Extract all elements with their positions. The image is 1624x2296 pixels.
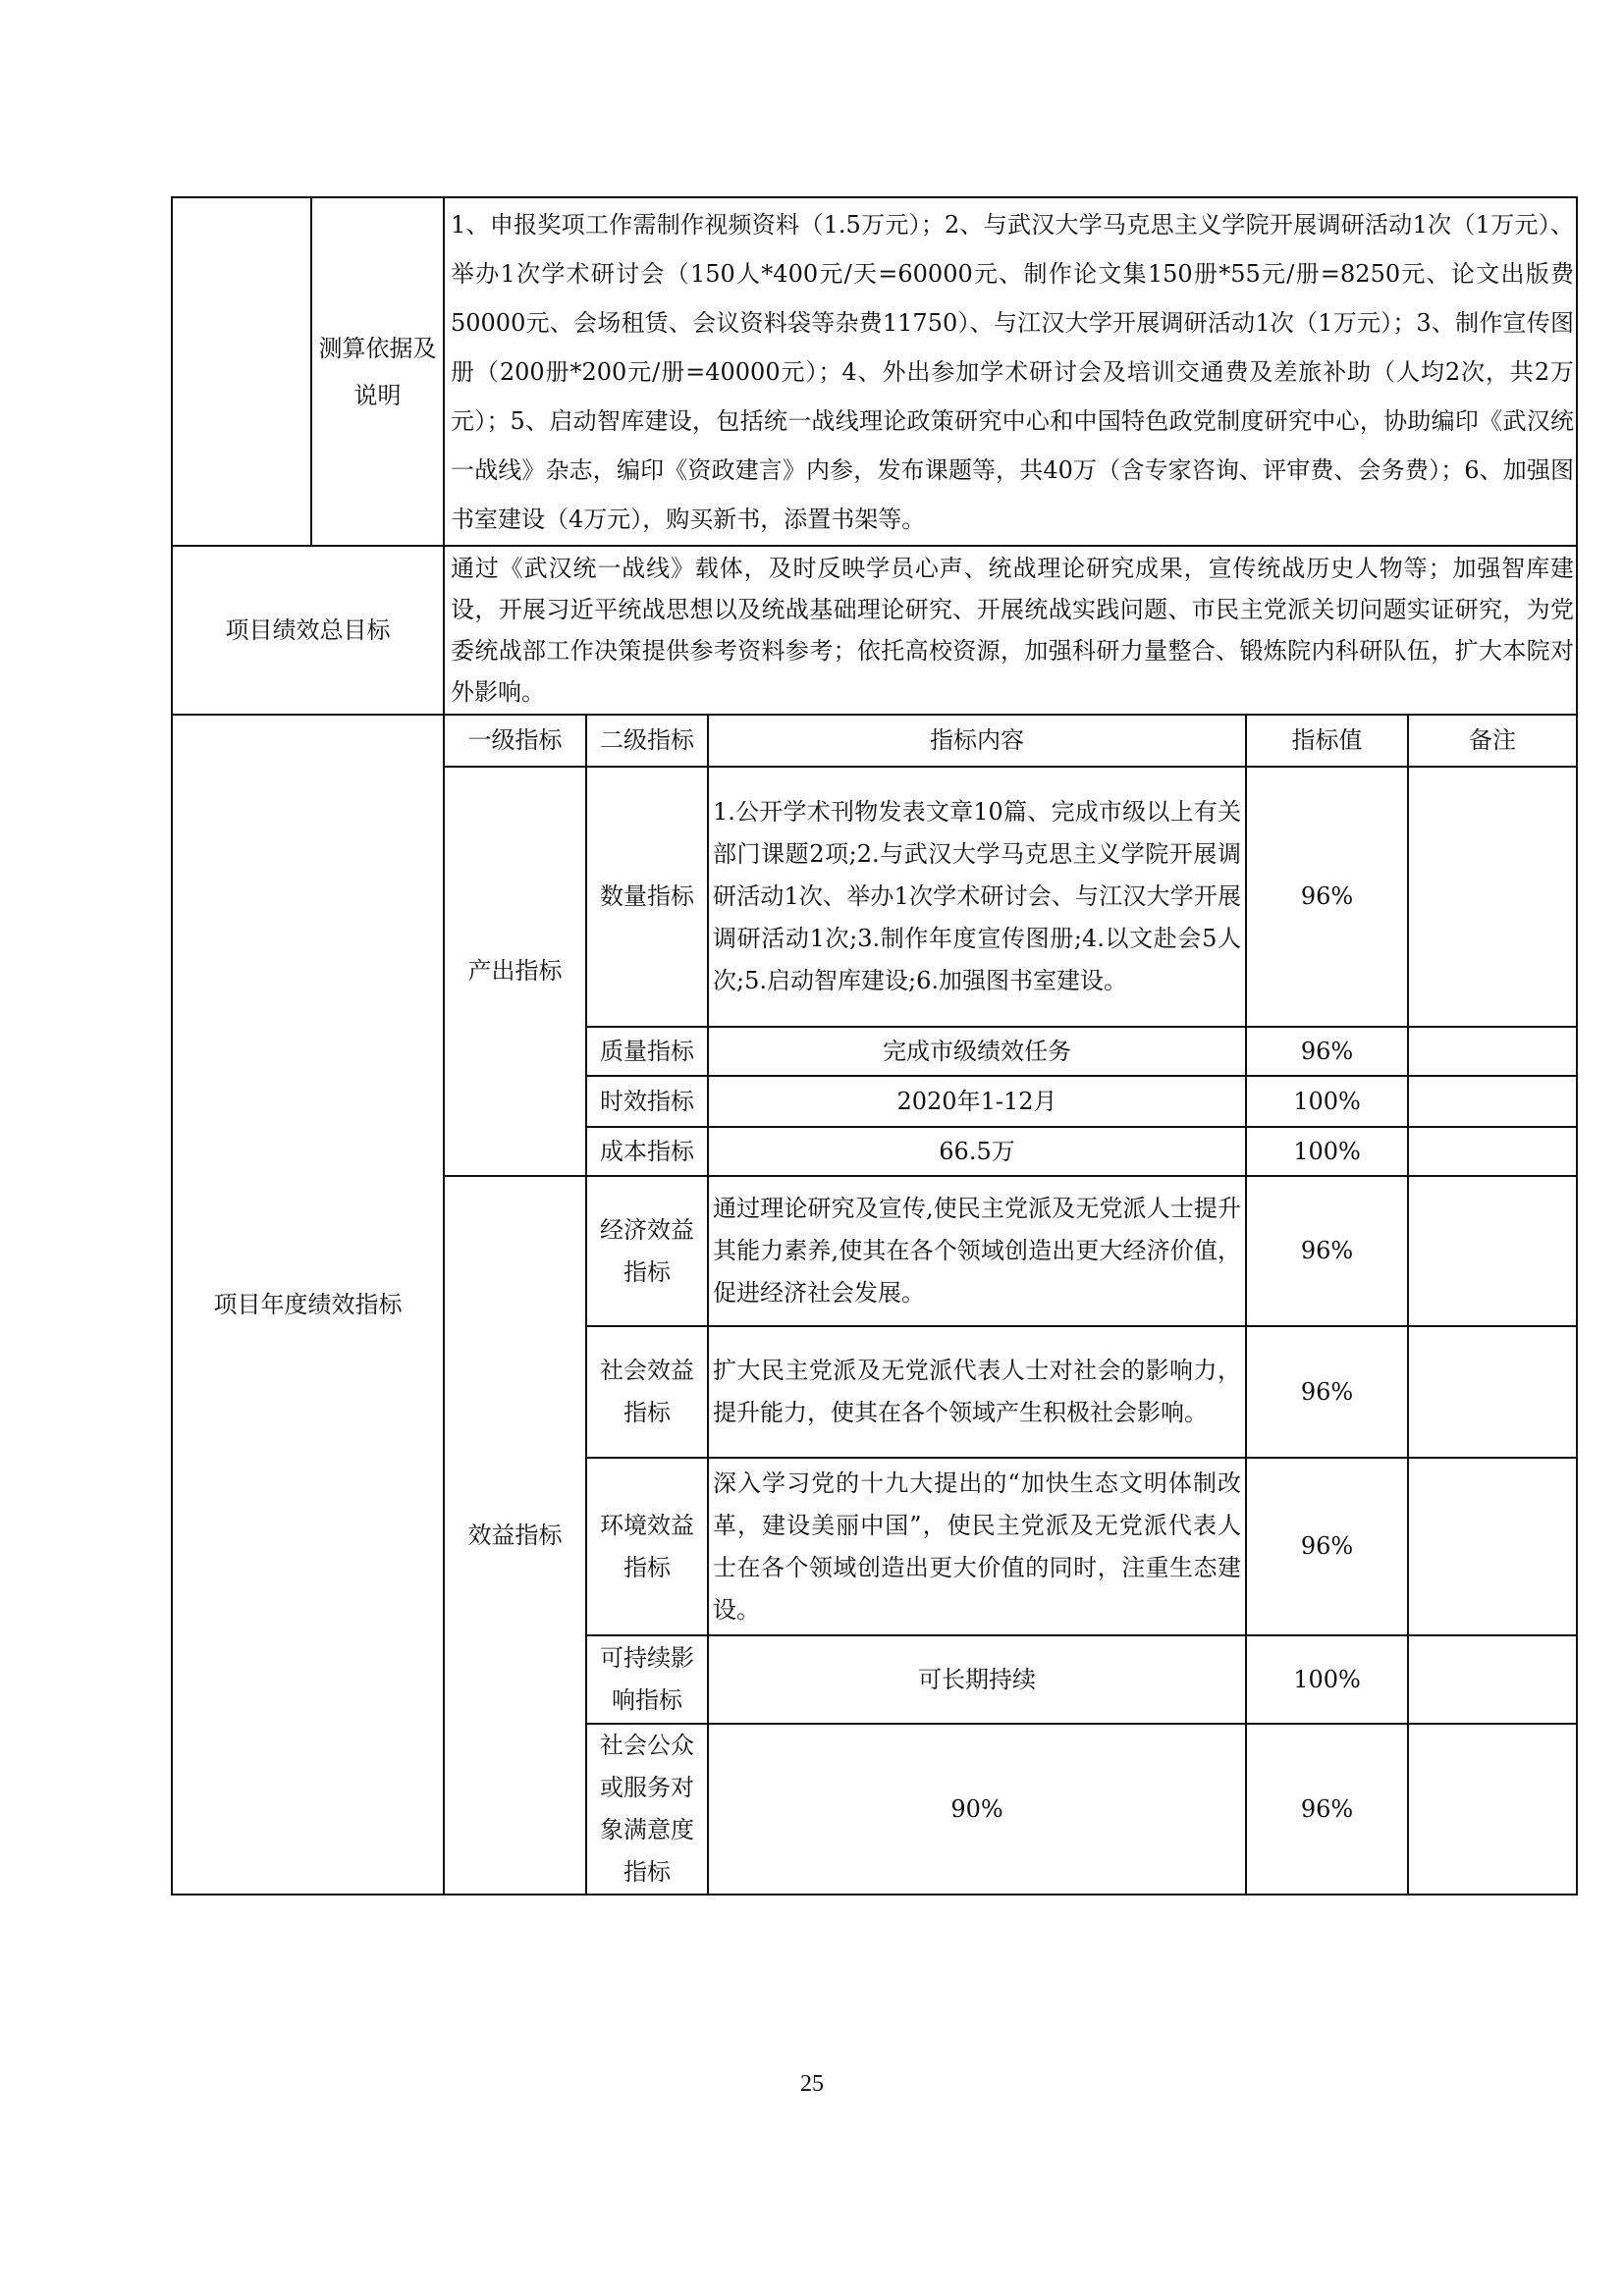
content-cell: 可长期持续 <box>708 1635 1246 1724</box>
value-cell: 96% <box>1246 767 1408 1027</box>
content-cell: 通过理论研究及宣传,使民主党派及无党派人士提升其能力素养,使其在各个领域创造出更大经济价值，促进经济社会发展。 <box>708 1176 1246 1326</box>
header-content: 指标内容 <box>708 715 1246 767</box>
level2-cell: 时效指标 <box>586 1076 708 1127</box>
level2-cell: 经济效益指标 <box>586 1176 708 1326</box>
value-cell: 100% <box>1246 1635 1408 1724</box>
note-cell <box>1408 1458 1577 1635</box>
header-level1: 一级指标 <box>444 715 586 767</box>
overall-goal-text: 通过《武汉统一战线》载体，及时反映学员心声、统战理论研究成果，宣传统战历史人物等；加强智库建设，开展习近平统战思想以及统战基础理论研究、开展统战实践问题、市民主党派关切问题实证研究，为党委统战部工作决策提供参考资料参考；依托高校资源，加强科研力量整合、锻炼院内科研队伍，扩大本院对外影响。 <box>444 546 1577 715</box>
content-cell: 2020年1-12月 <box>708 1076 1246 1127</box>
value-cell: 100% <box>1246 1127 1408 1176</box>
content-cell: 1.公开学术刊物发表文章10篇、完成市级以上有关部门课题2项;2.与武汉大学马克思主义学院开展调研活动1次、举办1次学术研讨会、与江汉大学开展调研活动1次;3.制作年度宣传图册;4.以文赴会5人次;5.启动智库建设;6.加强图书室建设。 <box>708 767 1246 1027</box>
value-cell: 96% <box>1246 1176 1408 1326</box>
header-level2: 二级指标 <box>586 715 708 767</box>
overall-goal-label: 项目绩效总目标 <box>172 546 444 715</box>
header-value: 指标值 <box>1246 715 1408 767</box>
content-cell: 深入学习党的十九大提出的“加快生态文明体制改革，建设美丽中国”，使民主党派及无党派代表人士在各个领域创造出更大价值的同时，注重生态建设。 <box>708 1458 1246 1635</box>
level1-output: 产出指标 <box>444 767 586 1176</box>
note-cell <box>1408 1635 1577 1724</box>
performance-table <box>171 196 1578 1896</box>
note-cell <box>1408 1027 1577 1076</box>
level2-cell: 社会效益指标 <box>586 1326 708 1458</box>
overall-goal-row <box>172 546 1577 715</box>
note-cell <box>1408 1724 1577 1895</box>
note-cell <box>1408 767 1577 1027</box>
content-cell: 扩大民主党派及无党派代表人士对社会的影响力，提升能力，使其在各个领域产生积极社会影响。 <box>708 1326 1246 1458</box>
level2-cell: 质量指标 <box>586 1027 708 1076</box>
blank-cell <box>172 197 311 546</box>
value-cell: 96% <box>1246 1027 1408 1076</box>
page-number: 25 <box>800 2071 824 2097</box>
calc-basis-row <box>172 197 1577 546</box>
note-cell <box>1408 1076 1577 1127</box>
value-cell: 96% <box>1246 1326 1408 1458</box>
level1-benefit: 效益指标 <box>444 1176 586 1895</box>
note-cell <box>1408 1326 1577 1458</box>
content-cell: 66.5万 <box>708 1127 1246 1176</box>
value-cell: 100% <box>1246 1076 1408 1127</box>
calc-basis-label: 测算依据及说明 <box>311 197 444 546</box>
indicator-header-row <box>172 715 1577 767</box>
level2-cell: 环境效益指标 <box>586 1458 708 1635</box>
content-cell: 完成市级绩效任务 <box>708 1027 1246 1076</box>
level2-cell: 社会公众或服务对象满意度指标 <box>586 1724 708 1895</box>
level2-cell: 可持续影响指标 <box>586 1635 708 1724</box>
value-cell: 96% <box>1246 1458 1408 1635</box>
calc-basis-text: 1、申报奖项工作需制作视频资料（1.5万元）；2、与武汉大学马克思主义学院开展调研活动1次（1万元）、举办1次学术研讨会（150人*400元/天=60000元、制作论文集150册*55元/册=8250元、论文出版费50000元、会场租赁、会议资料袋等杂费11750）、与江汉大学开展调研活动1次（1万元）；3、制作宣传图册（200册*200元/册=40000元）；4、外出参加学术研讨会及培训交通费及差旅补助（人均2次，共2万元）；5、启动智库建设，包括统一战线理论政策研究中心和中国特色政党制度研究中心，协助编印《武汉统一战线》杂志，编印《资政建言》内参，发布课题等，共40万（含专家咨询、评审费、会务费）；6、加强图书室建设（4万元），购买新书，添置书架等。 <box>444 197 1577 546</box>
level2-cell: 成本指标 <box>586 1127 708 1176</box>
content-cell: 90% <box>708 1724 1246 1895</box>
level2-cell: 数量指标 <box>586 767 708 1027</box>
annual-indicators-label: 项目年度绩效指标 <box>172 715 444 1895</box>
value-cell: 96% <box>1246 1724 1408 1895</box>
note-cell <box>1408 1127 1577 1176</box>
note-cell <box>1408 1176 1577 1326</box>
header-note: 备注 <box>1408 715 1577 767</box>
